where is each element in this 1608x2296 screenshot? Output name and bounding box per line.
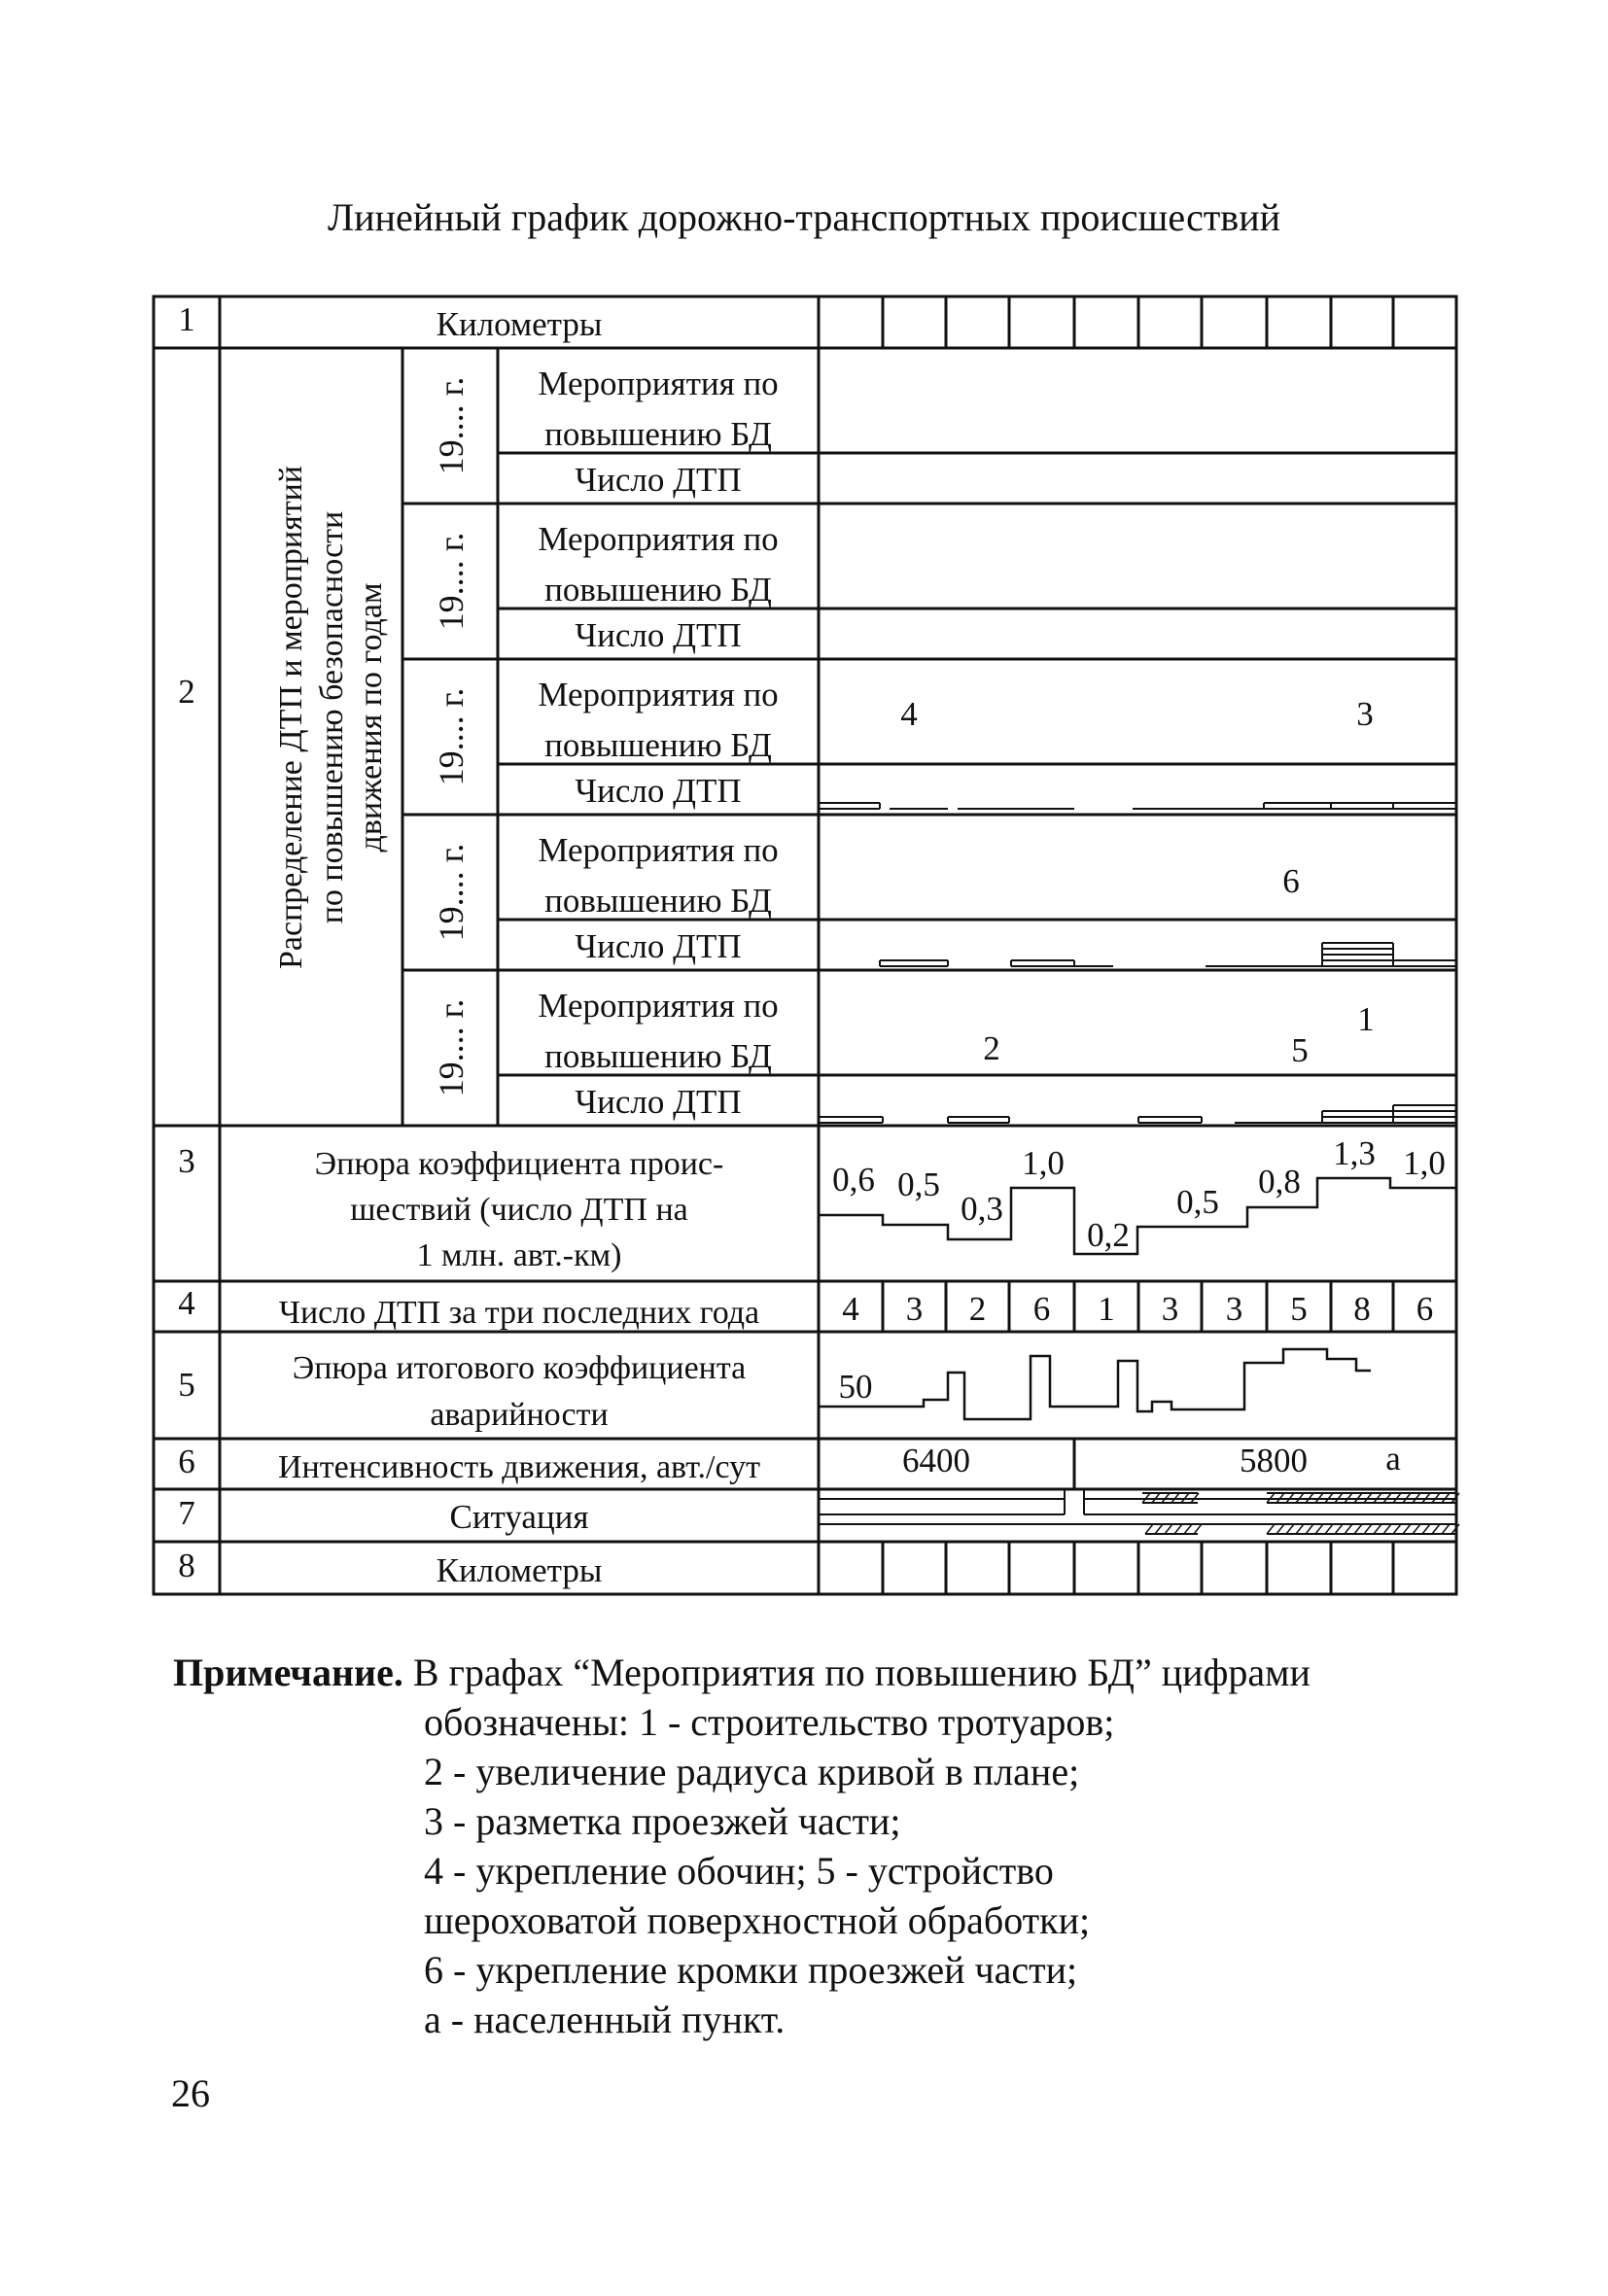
hatch-line (1267, 1524, 1275, 1534)
coefficient-value: 0,6 (832, 1161, 875, 1199)
measure-code: 5 (1291, 1031, 1309, 1069)
measures-label: Мероприятия по (538, 520, 779, 558)
row-number: 3 (178, 1142, 195, 1180)
dtp-count-value: 8 (1353, 1290, 1371, 1328)
row-number: 1 (178, 300, 195, 338)
hatch-line (1442, 1524, 1450, 1534)
year-label: 19.... г. (432, 687, 471, 786)
table-frame (154, 296, 1456, 1594)
hatch-line (1174, 1524, 1182, 1534)
hatch-line (1315, 1524, 1323, 1534)
hatch-line (1184, 1524, 1192, 1534)
dtp-label: Число ДТП (575, 927, 742, 965)
hatch-line (1393, 1524, 1401, 1534)
coefficient-value: 0,2 (1087, 1216, 1130, 1254)
measure-code: 1 (1357, 1000, 1375, 1038)
hatch-line (1296, 1524, 1304, 1534)
row-label-final-coefficient: аварийности (430, 1397, 609, 1433)
hatch-line (1403, 1524, 1411, 1534)
final-coefficient-profile (819, 1349, 1371, 1419)
hatch-line (1306, 1524, 1313, 1534)
hatch-line (1432, 1524, 1440, 1534)
coefficient-value: 0,3 (961, 1190, 1003, 1228)
table-grid (154, 296, 1456, 1594)
hatch-line (1374, 1524, 1381, 1534)
table-labels (178, 300, 778, 1589)
row-group-label: движения по годам (353, 582, 389, 852)
measures-label: повышению БД (544, 571, 772, 609)
row-label-situation: Ситуация (449, 1498, 589, 1536)
note-line: шероховатой поверхностной обработки; (424, 1898, 1091, 1942)
row-label-dtp-three-years: Число ДТП за три последних года (278, 1295, 760, 1331)
dtp-count-value: 6 (1032, 1290, 1051, 1328)
note-heading: Примечание. (173, 1651, 403, 1694)
coefficient-value: 1,0 (1022, 1144, 1065, 1182)
hatch-line (1383, 1524, 1391, 1534)
hatch-line (1194, 1524, 1202, 1534)
hatch-line (1364, 1524, 1372, 1534)
measures-label: Мероприятия по (538, 987, 779, 1025)
measures-label: повышению БД (544, 882, 772, 920)
row-group-label: по повышению безопасности (314, 510, 350, 924)
year-label: 19.... г. (432, 376, 471, 475)
note-line: обозначены: 1 - строительство тротуаров; (424, 1700, 1115, 1744)
hatch-line (1335, 1524, 1343, 1534)
dtp-count-value: 2 (968, 1290, 987, 1328)
row-number: 4 (178, 1284, 195, 1322)
row-number: 8 (178, 1547, 195, 1584)
measures-label: Мероприятия по (538, 676, 779, 713)
note-line: а - населенный пункт. (424, 1998, 786, 2041)
dtp-label: Число ДТП (575, 616, 742, 654)
hatch-line (1145, 1524, 1153, 1534)
row-number: 2 (178, 673, 195, 711)
year-label: 19.... г. (432, 532, 471, 631)
hatch-line (1165, 1524, 1172, 1534)
final-coefficient-value: 50 (838, 1368, 873, 1406)
hatch-line (1155, 1524, 1163, 1534)
row-label-coefficient: 1 млн. авт.-км) (416, 1237, 622, 1273)
row-label-coefficient: Эпюра коэффициента проис- (314, 1146, 724, 1182)
traffic-intensity-value: 6400 (902, 1442, 970, 1479)
coefficient-value: 0,8 (1258, 1163, 1301, 1200)
coefficient-value: 1,0 (1403, 1144, 1446, 1182)
note-intro: В графах “Мероприятия по повышению БД” цифрами (412, 1651, 1311, 1694)
dtp-count-value: 4 (842, 1290, 859, 1328)
dtp-count-value: 3 (1161, 1290, 1179, 1328)
row-group-label: Распределение ДТП и мероприятий (273, 466, 309, 969)
page-title: Линейный график дорожно-транспортных происшествий (328, 195, 1280, 239)
note-line: 3 - разметка проезжей части; (424, 1799, 901, 1843)
measure-code: 3 (1356, 695, 1374, 733)
hatch-line (1345, 1524, 1352, 1534)
dtp-label: Число ДТП (575, 461, 742, 499)
year-label: 19.... г. (432, 998, 471, 1097)
dtp-label: Число ДТП (575, 1083, 742, 1121)
note-line: 2 - увеличение радиуса кривой в плане; (424, 1750, 1080, 1793)
settlement-pointer (1354, 1470, 1371, 1485)
measure-code: 2 (983, 1029, 1000, 1067)
note (173, 1648, 1311, 1697)
row-number: 7 (178, 1494, 195, 1532)
dtp-count-value: 3 (905, 1290, 924, 1328)
measure-code: 6 (1282, 862, 1300, 900)
dtp-count-value: 3 (1225, 1290, 1243, 1328)
dtp-label: Число ДТП (575, 772, 742, 810)
measures-label: повышению БД (544, 726, 772, 764)
row-label-coefficient: шествий (число ДТП на (350, 1192, 688, 1228)
settlement-marker: а (1385, 1440, 1401, 1478)
dtp-count-value: 5 (1290, 1290, 1308, 1328)
measures-label: Мероприятия по (538, 831, 779, 869)
measures-label: повышению БД (544, 415, 772, 453)
hatch-line (1413, 1524, 1420, 1534)
hatch-line (1422, 1524, 1430, 1534)
hatch-line (1276, 1524, 1284, 1534)
measures-label: повышению БД (544, 1037, 772, 1075)
row-number: 6 (178, 1443, 195, 1480)
year-label: 19.... г. (432, 843, 471, 942)
hatch-line (1286, 1524, 1294, 1534)
dtp-count-value: 1 (1098, 1290, 1115, 1328)
row-label-kilometers: Километры (436, 305, 603, 343)
coefficient-value: 0,5 (897, 1165, 940, 1203)
row-label-traffic: Интенсивность движения, авт./сут (278, 1449, 760, 1485)
dtp-count-value: 6 (1416, 1290, 1434, 1328)
note-line: 4 - укрепление обочин; 5 - устройство (424, 1849, 1054, 1893)
note-list (424, 1697, 1493, 2044)
row-label-kilometers: Километры (436, 1551, 603, 1589)
traffic-intensity-value: 5800 (1240, 1442, 1308, 1479)
coefficient-value: 1,3 (1333, 1134, 1376, 1172)
hatch-line (1325, 1524, 1333, 1534)
hatch-line (1354, 1524, 1362, 1534)
coefficient-value: 0,5 (1176, 1183, 1219, 1221)
page-number: 26 (171, 2071, 210, 2115)
measure-code: 4 (900, 695, 918, 733)
measures-label: Мероприятия по (538, 365, 779, 402)
row-label-final-coefficient: Эпюра итогового коэффициента (292, 1350, 747, 1386)
note-line: 6 - укрепление кромки проезжей части; (424, 1948, 1078, 1992)
row-number: 5 (178, 1366, 195, 1404)
